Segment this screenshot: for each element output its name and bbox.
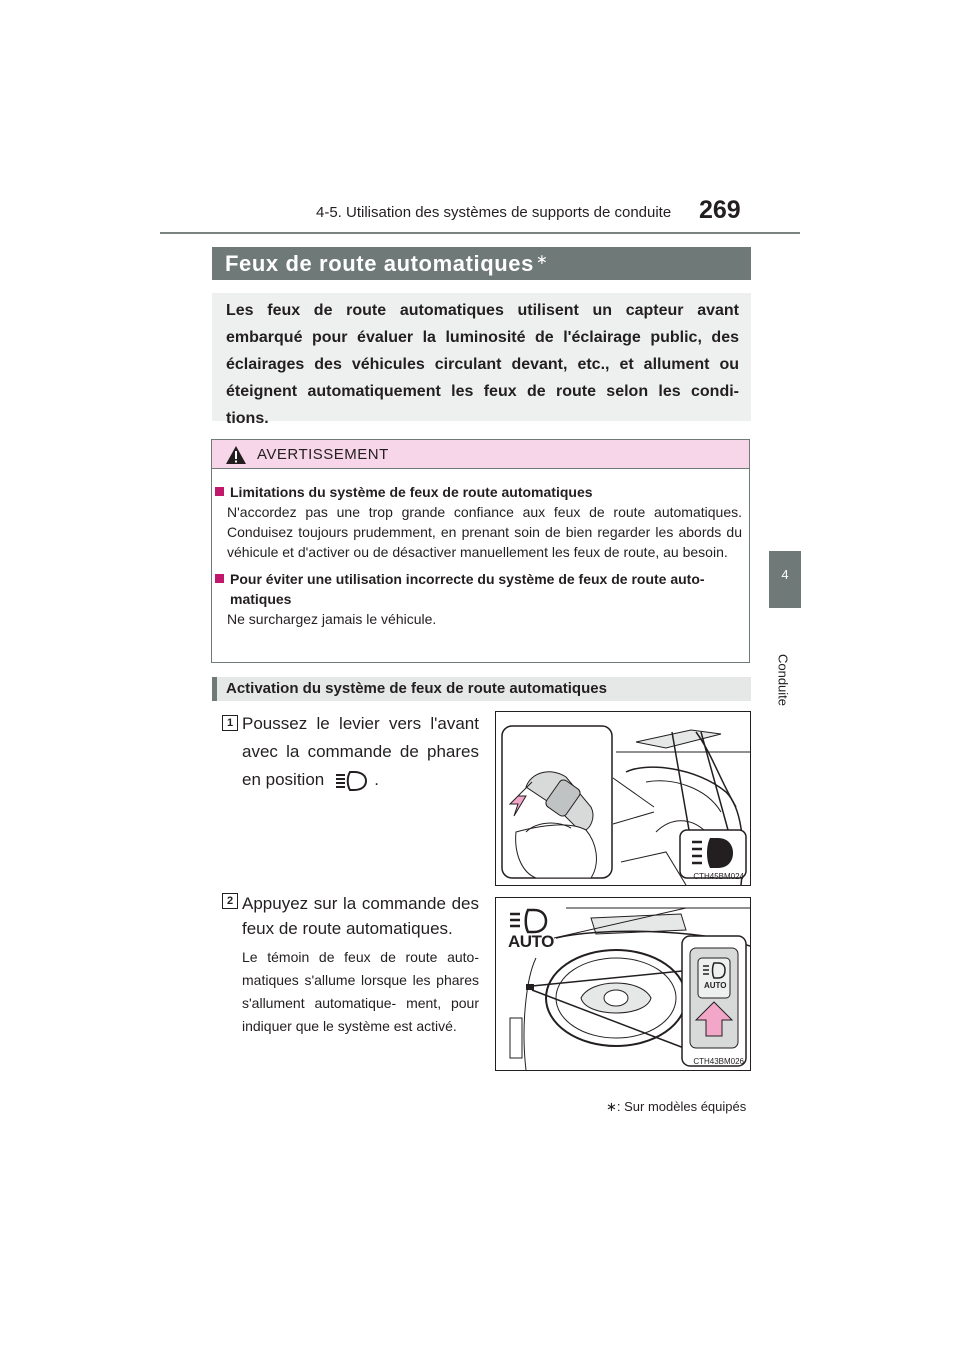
- figure-code: CTH45BM024: [693, 872, 744, 881]
- headlight-icon: [334, 769, 370, 793]
- bullet-square-icon: [215, 487, 224, 496]
- step-note: Le témoin de feux de route auto- matiques s'allume lorsque les phares s'allument automatique- ment, pour indiquer que le système est activé.: [242, 949, 479, 1034]
- figure-headlight-lever: [495, 711, 751, 886]
- lever-illustration: [496, 712, 750, 885]
- step-number: 1: [222, 715, 238, 731]
- figure-auto-switch: [495, 897, 751, 1071]
- warning-body: [214, 482, 742, 636]
- chapter-tab-number: 4: [781, 567, 789, 582]
- page-title-text: Feux de route automatiques: [225, 251, 534, 276]
- section-title: Activation du système de feux de route automatiques: [226, 680, 607, 697]
- warning-item-heading: Pour éviter une utilisation incorrecte du système de feux de route auto- matiques: [214, 569, 742, 609]
- title-asterisk: ∗: [535, 251, 549, 267]
- chapter-tab-label: [768, 640, 798, 720]
- step-text: Appuyez sur la commande des feux de route automatiques.: [242, 894, 479, 938]
- step-text: Poussez le levier vers l'avant avec la commande de phares en position .: [242, 710, 479, 794]
- step-number: 2: [222, 893, 238, 909]
- section-bar-accent: [212, 677, 217, 701]
- bullet-square-icon: [215, 574, 224, 583]
- auto-label-large: AUTO: [508, 932, 554, 951]
- warning-item-heading: Limitations du système de feux de route automatiques: [214, 482, 742, 502]
- warning-triangle-icon: [225, 445, 247, 465]
- page-number: 269: [699, 196, 741, 224]
- warning-item-body: N'accordez pas une trop grande confiance aux feux de route automatiques. Conduisez toujours prudemment, en prenant soin de bien regarder les abords du véhicule et d'activer ou de désactiver manuellement les feux de route, au besoin.: [227, 504, 742, 560]
- warning-item-body: Ne surchargez jamais le véhicule.: [227, 611, 437, 627]
- header-rule: [160, 232, 800, 234]
- figure-code: CTH43BM026: [693, 1057, 744, 1066]
- footnote: ∗: Sur modèles équipés: [606, 1099, 747, 1114]
- intro-text: Les feux de route automatiques utilisent un capteur avant embarqué pour évaluer la luminosité de l'éclairage public, des éclairages des véhicules circulant devant, etc., et allument ou éteignent automatiquement les feux de route selon les condi- tions.: [226, 302, 739, 427]
- chapter-tab-label-text: Conduite: [775, 653, 791, 707]
- auto-label-small: AUTO: [704, 981, 727, 990]
- page-title: [225, 251, 548, 277]
- section-header: 4-5. Utilisation des systèmes de supports de conduite: [316, 204, 672, 221]
- warning-title: AVERTISSEMENT: [257, 446, 389, 463]
